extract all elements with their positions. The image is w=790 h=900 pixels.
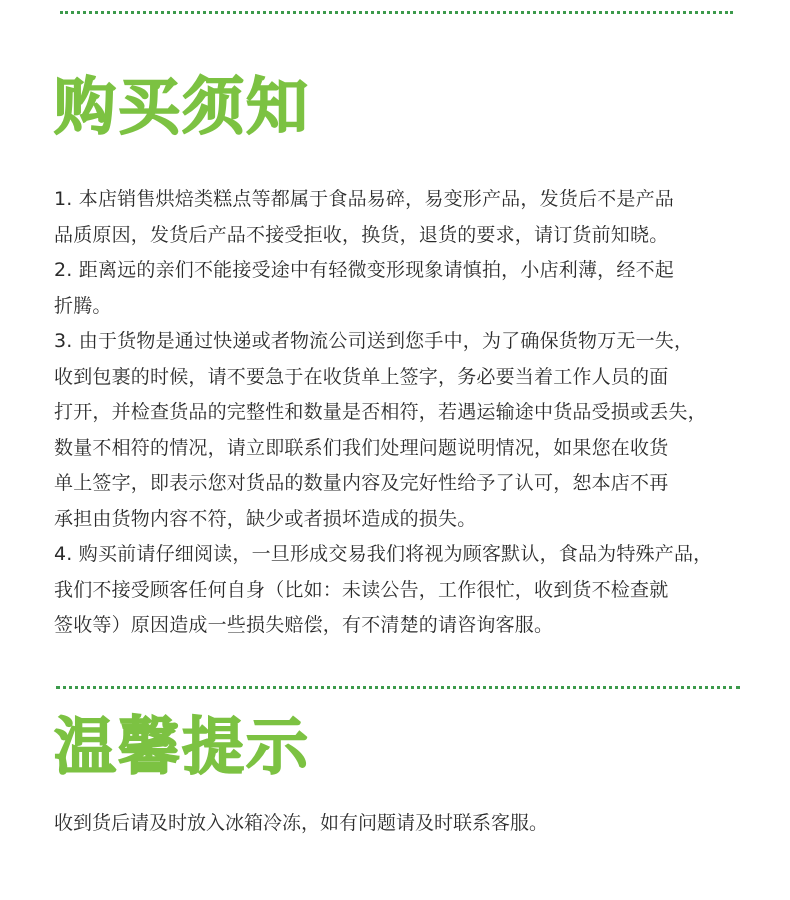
warm-tips-title: 温馨提示	[54, 710, 311, 783]
middle-dotted-divider	[56, 686, 740, 689]
purchase-notice-title: 购买须知	[54, 70, 311, 143]
top-dotted-divider	[60, 11, 733, 14]
notice-item-1: 1. 本店销售烘焙类糕点等都属于食品易碎，易变形产品，发货后不是产品 品质原因，发货后产品不接受拒收，换货，退货的要求，请订货前知晓。	[54, 188, 674, 246]
notice-item-4: 4. 购买前请仔细阅读，一旦形成交易我们将视为顾客默认，食品为特殊产品， 我们不接受顾客任何自身（比如：未读公告，工作很忙，收到货不检查就 签收等）原因造成一些损失赔偿，有不清楚的请咨询客服。	[54, 543, 713, 636]
notice-item-3: 3. 由于货物是通过快递或者物流公司送到您手中，为了确保货物万无一失， 收到包裹的时候，请不要急于在收货单上签字，务必要当着工作人员的面 打开，并检查货品的完整性和数量是否相符，若遇运输途中货品受损或丢失， 数量不相符的情况，请立即联系们我们处理问题说明情况，如果您在收货 单上签字，即表示您对货品的数量内容及完好性给予了认可，恕本店不再 承担由货物内容不符，缺少或者损坏造成的损失。	[54, 330, 707, 530]
notice-item-2: 2. 距离远的亲们不能接受途中有轻微变形现象请慎拍，小店利薄，经不起 折腾。	[54, 259, 674, 317]
warm-tips-text: 收到货后请及时放入冰箱冷冻，如有问题请及时联系客服。	[54, 812, 549, 834]
purchase-notice-list	[54, 182, 744, 644]
